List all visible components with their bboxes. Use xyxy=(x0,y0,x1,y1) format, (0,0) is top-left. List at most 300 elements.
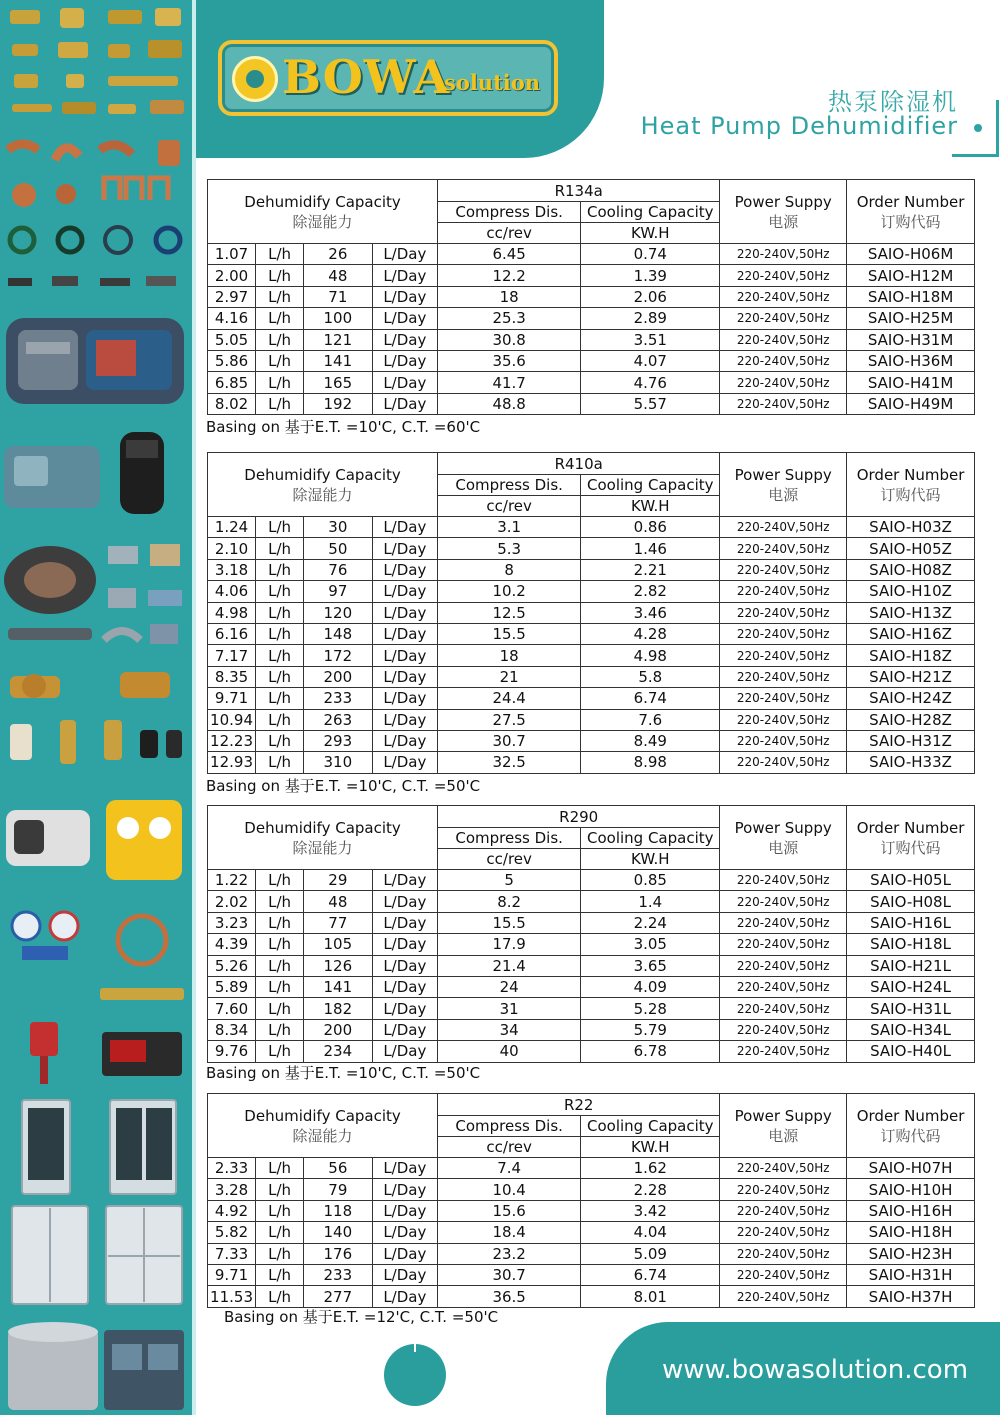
capacity-lday-value: 48 xyxy=(304,891,373,912)
capacity-lh-unit: L/h xyxy=(256,1264,304,1285)
capacity-lh-value: 3.23 xyxy=(208,912,256,933)
power-value: 220-240V,50Hz xyxy=(720,752,847,773)
power-value: 220-240V,50Hz xyxy=(720,891,847,912)
capacity-lday-unit: L/Day xyxy=(372,244,437,265)
order-number: SAIO-H36M xyxy=(847,350,975,371)
vacuum-pump-icon xyxy=(6,800,182,880)
table-row xyxy=(208,538,975,559)
cooling-value: 3.65 xyxy=(581,955,720,976)
capacity-lday-value: 120 xyxy=(304,602,373,623)
power-header-cn: 电源 xyxy=(768,838,799,857)
capacity-lh-unit: L/h xyxy=(256,286,304,307)
capacity-lh-unit: L/h xyxy=(256,372,304,393)
capacity-lh-value: 4.92 xyxy=(208,1200,256,1221)
compress-value: 25.3 xyxy=(438,308,581,329)
power-value: 220-240V,50Hz xyxy=(720,688,847,709)
table-row xyxy=(208,1286,975,1307)
capacity-lday-value: 71 xyxy=(304,286,373,307)
power-value: 220-240V,50Hz xyxy=(720,976,847,997)
capacity-lh-unit: L/h xyxy=(256,1019,304,1040)
compress-value: 6.45 xyxy=(438,244,581,265)
power-header-en: Power Suppy xyxy=(734,192,832,211)
cooling-unit: KW.H xyxy=(581,1137,720,1158)
order-number: SAIO-H24L xyxy=(847,976,975,997)
table-row xyxy=(208,602,975,623)
table-row xyxy=(208,912,975,933)
capacity-lh-value: 5.82 xyxy=(208,1222,256,1243)
cooling-value: 5.57 xyxy=(581,393,720,414)
table-row xyxy=(208,517,975,538)
power-value: 220-240V,50Hz xyxy=(720,393,847,414)
compress-value: 31 xyxy=(438,998,581,1019)
capacity-lday-unit: L/Day xyxy=(372,730,437,751)
capacity-lh-value: 5.05 xyxy=(208,329,256,350)
table-row xyxy=(208,1041,975,1062)
compress-unit: cc/rev xyxy=(438,496,581,517)
capacity-lh-value: 7.17 xyxy=(208,645,256,666)
order-header-en: Order Number xyxy=(856,465,965,484)
compress-value: 41.7 xyxy=(438,372,581,393)
cooling-unit: KW.H xyxy=(581,223,720,244)
capacity-lday-unit: L/Day xyxy=(372,934,437,955)
order-header-cn: 订购代码 xyxy=(880,838,941,857)
capacity-lday-unit: L/Day xyxy=(372,265,437,286)
capacity-lh-value: 4.39 xyxy=(208,934,256,955)
capacity-header-cn: 除湿能力 xyxy=(292,838,353,857)
order-number: SAIO-H18H xyxy=(847,1222,975,1243)
copper-fittings-icon xyxy=(8,140,180,207)
cooling-value: 4.04 xyxy=(581,1222,720,1243)
capacity-lday-value: 121 xyxy=(304,329,373,350)
capacity-header-cn: 除湿能力 xyxy=(292,1126,353,1145)
test-condition-note: Basing on 基于E.T. =10'C, C.T. =60'C xyxy=(206,418,481,436)
brand-name: BOWA xyxy=(282,50,451,104)
capacity-lh-unit: L/h xyxy=(256,752,304,773)
capacity-header-cn: 除湿能力 xyxy=(292,485,353,504)
compress-value: 15.6 xyxy=(438,1200,581,1221)
table-row xyxy=(208,1264,975,1285)
capacity-lday-unit: L/Day xyxy=(372,602,437,623)
compress-unit: cc/rev xyxy=(438,1137,581,1158)
title-underline xyxy=(952,154,998,157)
table-row xyxy=(208,1158,975,1179)
power-value: 220-240V,50Hz xyxy=(720,666,847,687)
capacity-lday-unit: L/Day xyxy=(372,517,437,538)
capacity-lday-unit: L/Day xyxy=(372,329,437,350)
page-title-en: Heat Pump Dehumidifier xyxy=(640,112,958,140)
order-number: SAIO-H23H xyxy=(847,1243,975,1264)
order-number: SAIO-H24Z xyxy=(847,688,975,709)
test-condition-note: Basing on 基于E.T. =10'C, C.T. =50'C xyxy=(206,1064,481,1082)
capacity-lh-unit: L/h xyxy=(256,265,304,286)
spec-table-r22 xyxy=(207,1093,975,1308)
capacity-lday-unit: L/Day xyxy=(372,645,437,666)
capacity-lh-value: 4.06 xyxy=(208,581,256,602)
table-row xyxy=(208,286,975,307)
capacity-lh-unit: L/h xyxy=(256,517,304,538)
compress-value: 40 xyxy=(438,1041,581,1062)
order-number: SAIO-H05Z xyxy=(847,538,975,559)
compress-header: Compress Dis. xyxy=(438,1116,581,1137)
capacity-lday-unit: L/Day xyxy=(372,709,437,730)
order-number: SAIO-H10H xyxy=(847,1179,975,1200)
compress-value: 36.5 xyxy=(438,1286,581,1307)
power-header xyxy=(720,453,847,517)
test-condition-note: Basing on 基于E.T. =12'C, C.T. =50'C xyxy=(224,1308,499,1326)
capacity-lh-unit: L/h xyxy=(256,870,304,891)
test-condition-note: Basing on 基于E.T. =10'C, C.T. =50'C xyxy=(206,777,481,795)
capacity-header-cn: 除湿能力 xyxy=(292,212,353,231)
table-row xyxy=(208,688,975,709)
table-row xyxy=(208,1179,975,1200)
refrigerant-label: R22 xyxy=(438,1094,720,1116)
compress-value: 10.4 xyxy=(438,1179,581,1200)
capacity-lday-unit: L/Day xyxy=(372,1041,437,1062)
capacity-lday-value: 182 xyxy=(304,998,373,1019)
power-value: 220-240V,50Hz xyxy=(720,1243,847,1264)
capacity-lday-unit: L/Day xyxy=(372,308,437,329)
capacity-lh-value: 3.18 xyxy=(208,559,256,580)
capacity-lh-value: 2.00 xyxy=(208,265,256,286)
capacity-lh-value: 2.97 xyxy=(208,286,256,307)
capacity-lh-value: 7.60 xyxy=(208,998,256,1019)
capacity-lh-unit: L/h xyxy=(256,602,304,623)
capacity-lh-value: 4.98 xyxy=(208,602,256,623)
cooling-value: 8.98 xyxy=(581,752,720,773)
order-header xyxy=(847,806,975,870)
compress-unit: cc/rev xyxy=(438,849,581,870)
cooling-value: 5.09 xyxy=(581,1243,720,1264)
table-row xyxy=(208,1243,975,1264)
capacity-lday-value: 141 xyxy=(304,350,373,371)
table-row xyxy=(208,265,975,286)
power-value: 220-240V,50Hz xyxy=(720,350,847,371)
cooling-value: 2.24 xyxy=(581,912,720,933)
spec-table-r134a xyxy=(207,179,975,415)
power-value: 220-240V,50Hz xyxy=(720,517,847,538)
compress-value: 21.4 xyxy=(438,955,581,976)
capacity-lh-unit: L/h xyxy=(256,934,304,955)
compress-value: 48.8 xyxy=(438,393,581,414)
capacity-lh-unit: L/h xyxy=(256,350,304,371)
cooling-value: 2.82 xyxy=(581,581,720,602)
table-row xyxy=(208,934,975,955)
table-row xyxy=(208,730,975,751)
order-header-cn: 订购代码 xyxy=(880,485,941,504)
cooling-value: 3.51 xyxy=(581,329,720,350)
logo-emblem-icon xyxy=(232,56,278,102)
compress-value: 15.5 xyxy=(438,623,581,644)
compress-value: 30.7 xyxy=(438,1264,581,1285)
power-value: 220-240V,50Hz xyxy=(720,870,847,891)
capacity-lday-value: 263 xyxy=(304,709,373,730)
order-number: SAIO-H13Z xyxy=(847,602,975,623)
capacity-lday-unit: L/Day xyxy=(372,286,437,307)
cooling-value: 6.74 xyxy=(581,1264,720,1285)
power-value: 220-240V,50Hz xyxy=(720,955,847,976)
compress-value: 34 xyxy=(438,1019,581,1040)
capacity-lday-value: 192 xyxy=(304,393,373,414)
order-number: SAIO-H16Z xyxy=(847,623,975,644)
capacity-lh-value: 11.53 xyxy=(208,1286,256,1307)
capacity-lh-unit: L/h xyxy=(256,955,304,976)
table-row xyxy=(208,329,975,350)
capacity-lh-unit: L/h xyxy=(256,329,304,350)
expansion-valve-icon xyxy=(10,672,182,764)
order-number: SAIO-H34L xyxy=(847,1019,975,1040)
power-value: 220-240V,50Hz xyxy=(720,934,847,955)
cooling-value: 5.79 xyxy=(581,1019,720,1040)
capacity-lday-unit: L/Day xyxy=(372,559,437,580)
power-value: 220-240V,50Hz xyxy=(720,538,847,559)
capacity-lh-value: 8.35 xyxy=(208,666,256,687)
power-value: 220-240V,50Hz xyxy=(720,559,847,580)
capacity-lday-value: 148 xyxy=(304,623,373,644)
order-number: SAIO-H40L xyxy=(847,1041,975,1062)
order-number: SAIO-H10Z xyxy=(847,581,975,602)
title-bullet-icon xyxy=(974,124,982,132)
product-images xyxy=(0,0,196,1415)
order-number: SAIO-H03Z xyxy=(847,517,975,538)
power-value: 220-240V,50Hz xyxy=(720,709,847,730)
cooling-value: 2.06 xyxy=(581,286,720,307)
capacity-lday-unit: L/Day xyxy=(372,372,437,393)
table-row xyxy=(208,1019,975,1040)
capacity-lday-value: 118 xyxy=(304,1200,373,1221)
capacity-lh-value: 6.16 xyxy=(208,623,256,644)
capacity-lh-value: 1.07 xyxy=(208,244,256,265)
capacity-lh-unit: L/h xyxy=(256,645,304,666)
capacity-lh-value: 2.33 xyxy=(208,1158,256,1179)
cooling-value: 0.74 xyxy=(581,244,720,265)
capacity-lday-unit: L/Day xyxy=(372,581,437,602)
order-number: SAIO-H49M xyxy=(847,393,975,414)
capacity-lday-value: 100 xyxy=(304,308,373,329)
power-value: 220-240V,50Hz xyxy=(720,645,847,666)
capacity-lh-value: 2.10 xyxy=(208,538,256,559)
capacity-lday-value: 79 xyxy=(304,1179,373,1200)
capacity-lday-value: 140 xyxy=(304,1222,373,1243)
table-row xyxy=(208,666,975,687)
capacity-lday-value: 200 xyxy=(304,666,373,687)
order-number: SAIO-H25M xyxy=(847,308,975,329)
cooling-value: 4.76 xyxy=(581,372,720,393)
power-value: 220-240V,50Hz xyxy=(720,372,847,393)
order-header-en: Order Number xyxy=(856,818,965,837)
power-header-en: Power Suppy xyxy=(734,1106,832,1125)
table-row xyxy=(208,559,975,580)
capacity-lday-unit: L/Day xyxy=(372,976,437,997)
power-value: 220-240V,50Hz xyxy=(720,912,847,933)
order-number: SAIO-H18L xyxy=(847,934,975,955)
compress-header: Compress Dis. xyxy=(438,475,581,496)
capacity-lday-unit: L/Day xyxy=(372,666,437,687)
capacity-lday-value: 30 xyxy=(304,517,373,538)
capacity-lh-unit: L/h xyxy=(256,1200,304,1221)
compress-value: 3.1 xyxy=(438,517,581,538)
cooling-value: 5.8 xyxy=(581,666,720,687)
order-header-cn: 订购代码 xyxy=(880,1126,941,1145)
brand-sub: solution xyxy=(444,70,541,95)
capacity-lh-unit: L/h xyxy=(256,623,304,644)
compress-header: Compress Dis. xyxy=(438,202,581,223)
cooling-value: 4.28 xyxy=(581,623,720,644)
capacity-lday-value: 126 xyxy=(304,955,373,976)
capacity-lday-unit: L/Day xyxy=(372,752,437,773)
compress-value: 7.4 xyxy=(438,1158,581,1179)
refrigerant-label: R290 xyxy=(438,806,720,828)
cooling-value: 1.46 xyxy=(581,538,720,559)
cooling-value: 2.28 xyxy=(581,1179,720,1200)
capacity-lh-value: 5.89 xyxy=(208,976,256,997)
cooling-value: 5.28 xyxy=(581,998,720,1019)
capacity-lday-value: 233 xyxy=(304,688,373,709)
capacity-lday-unit: L/Day xyxy=(372,912,437,933)
compress-value: 5.3 xyxy=(438,538,581,559)
capacity-lday-value: 176 xyxy=(304,1243,373,1264)
compress-value: 32.5 xyxy=(438,752,581,773)
capacity-lday-value: 293 xyxy=(304,730,373,751)
power-header xyxy=(720,806,847,870)
power-value: 220-240V,50Hz xyxy=(720,998,847,1019)
power-value: 220-240V,50Hz xyxy=(720,1200,847,1221)
power-value: 220-240V,50Hz xyxy=(720,1041,847,1062)
capacity-lday-value: 165 xyxy=(304,372,373,393)
table-row xyxy=(208,976,975,997)
cooling-header: Cooling Capacity xyxy=(581,475,720,496)
capacity-lh-value: 1.24 xyxy=(208,517,256,538)
capacity-lh-unit: L/h xyxy=(256,1158,304,1179)
power-value: 220-240V,50Hz xyxy=(720,1158,847,1179)
order-number: SAIO-H16L xyxy=(847,912,975,933)
capacity-lh-unit: L/h xyxy=(256,730,304,751)
compress-value: 18 xyxy=(438,286,581,307)
cooling-value: 7.6 xyxy=(581,709,720,730)
order-number: SAIO-H05L xyxy=(847,870,975,891)
capacity-lh-value: 8.02 xyxy=(208,393,256,414)
compressor-cutaway-icon xyxy=(6,318,184,404)
motor-stator-icon xyxy=(4,544,182,644)
table-row xyxy=(208,645,975,666)
table-row xyxy=(208,372,975,393)
capacity-header-en: Dehumidify Capacity xyxy=(244,818,401,837)
compress-value: 10.2 xyxy=(438,581,581,602)
cooling-unit: KW.H xyxy=(581,496,720,517)
order-header xyxy=(847,180,975,244)
capacity-lh-unit: L/h xyxy=(256,912,304,933)
capacity-lday-unit: L/Day xyxy=(372,1158,437,1179)
table-row xyxy=(208,709,975,730)
compress-value: 12.2 xyxy=(438,265,581,286)
brass-fittings-icon xyxy=(10,8,184,114)
capacity-lday-unit: L/Day xyxy=(372,688,437,709)
compress-header: Compress Dis. xyxy=(438,828,581,849)
compress-value: 30.7 xyxy=(438,730,581,751)
compress-value: 23.2 xyxy=(438,1243,581,1264)
order-number: SAIO-H18Z xyxy=(847,645,975,666)
capacity-lh-unit: L/h xyxy=(256,308,304,329)
power-value: 220-240V,50Hz xyxy=(720,1019,847,1040)
cooling-value: 3.05 xyxy=(581,934,720,955)
capacity-lh-value: 8.34 xyxy=(208,1019,256,1040)
table-row xyxy=(208,308,975,329)
order-number: SAIO-H31Z xyxy=(847,730,975,751)
capacity-lday-unit: L/Day xyxy=(372,350,437,371)
capacity-lh-value: 12.23 xyxy=(208,730,256,751)
power-value: 220-240V,50Hz xyxy=(720,244,847,265)
capacity-lh-unit: L/h xyxy=(256,393,304,414)
power-header-cn: 电源 xyxy=(768,212,799,231)
compress-value: 24.4 xyxy=(438,688,581,709)
compress-value: 17.9 xyxy=(438,934,581,955)
capacity-lday-value: 56 xyxy=(304,1158,373,1179)
table-row xyxy=(208,1200,975,1221)
power-value: 220-240V,50Hz xyxy=(720,1222,847,1243)
power-header-en: Power Suppy xyxy=(734,465,832,484)
page-marker xyxy=(384,1344,446,1406)
order-number: SAIO-H08Z xyxy=(847,559,975,580)
capacity-lh-unit: L/h xyxy=(256,1179,304,1200)
compress-value: 18 xyxy=(438,645,581,666)
cooling-value: 1.4 xyxy=(581,891,720,912)
order-number: SAIO-H37H xyxy=(847,1286,975,1307)
capacity-lday-unit: L/Day xyxy=(372,955,437,976)
capacity-lh-unit: L/h xyxy=(256,891,304,912)
cooling-value: 0.85 xyxy=(581,870,720,891)
power-header xyxy=(720,180,847,244)
capacity-lday-unit: L/Day xyxy=(372,1243,437,1264)
capacity-lh-value: 6.85 xyxy=(208,372,256,393)
cooling-value: 2.21 xyxy=(581,559,720,580)
capacity-lday-value: 277 xyxy=(304,1286,373,1307)
table-row xyxy=(208,891,975,912)
capacity-lday-unit: L/Day xyxy=(372,891,437,912)
table-row xyxy=(208,870,975,891)
capacity-lh-unit: L/h xyxy=(256,709,304,730)
capacity-lday-unit: L/Day xyxy=(372,1200,437,1221)
table-row xyxy=(208,955,975,976)
cooling-value: 6.74 xyxy=(581,688,720,709)
compress-value: 5 xyxy=(438,870,581,891)
compress-value: 27.5 xyxy=(438,709,581,730)
refrigerant-label: R410a xyxy=(438,453,720,475)
cooling-unit: KW.H xyxy=(581,849,720,870)
website-link[interactable]: www.bowasolution.com xyxy=(662,1355,969,1385)
power-header-en: Power Suppy xyxy=(734,818,832,837)
capacity-lh-value: 9.71 xyxy=(208,688,256,709)
capacity-lday-value: 200 xyxy=(304,1019,373,1040)
power-value: 220-240V,50Hz xyxy=(720,602,847,623)
pressure-switch-icon xyxy=(8,227,180,286)
capacity-lh-value: 5.26 xyxy=(208,955,256,976)
cooling-value: 8.49 xyxy=(581,730,720,751)
order-number: SAIO-H28Z xyxy=(847,709,975,730)
page-title-cn: 热泵除湿机 xyxy=(828,88,958,116)
cooling-value: 2.89 xyxy=(581,308,720,329)
cooling-value: 3.42 xyxy=(581,1200,720,1221)
power-header-cn: 电源 xyxy=(768,1126,799,1145)
capacity-lday-value: 310 xyxy=(304,752,373,773)
compress-value: 24 xyxy=(438,976,581,997)
cooling-header: Cooling Capacity xyxy=(581,1116,720,1137)
capacity-lday-value: 50 xyxy=(304,538,373,559)
compress-value: 30.8 xyxy=(438,329,581,350)
refrigerant-label: R134a xyxy=(438,180,720,202)
order-number: SAIO-H41M xyxy=(847,372,975,393)
compress-value: 12.5 xyxy=(438,602,581,623)
capacity-lday-value: 26 xyxy=(304,244,373,265)
capacity-header xyxy=(208,1094,438,1158)
